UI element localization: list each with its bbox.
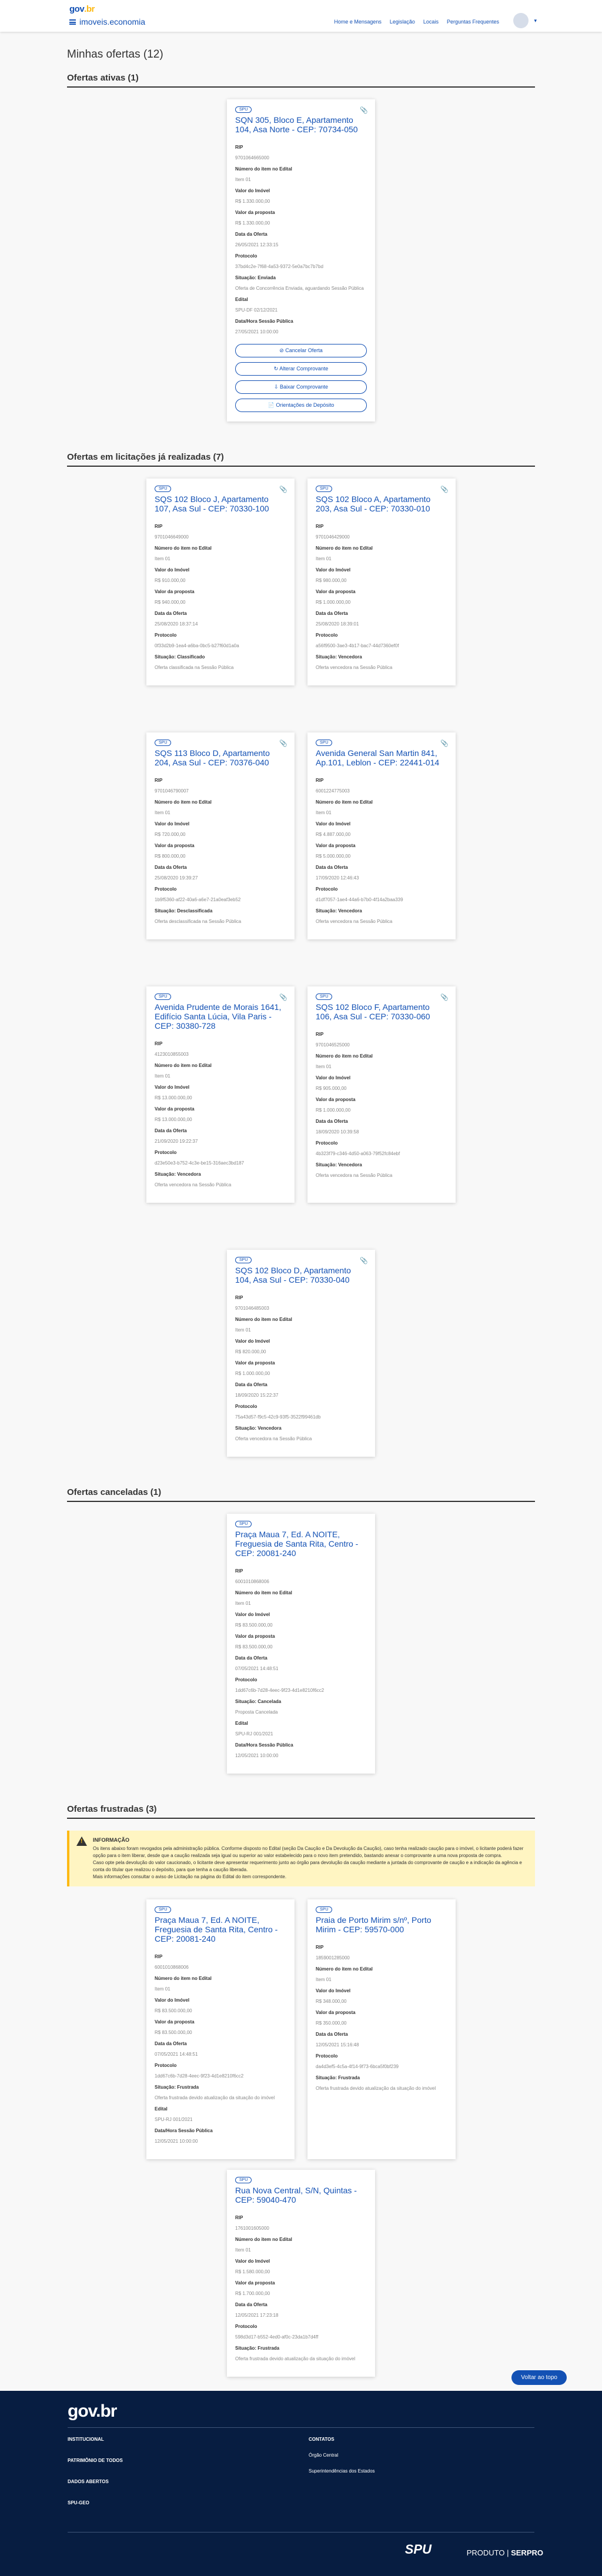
field-label: Valor do Imóvel (235, 2259, 270, 2264)
field-value: 4b323f79-c346-4d50-a063-79f52fc84ebf (316, 1151, 400, 1156)
field-value: 9701064665000 (235, 155, 269, 160)
alert-text: Os itens abaixo foram revogados pela administração pública. Conforme disposto no Edital (seção Da Caução e Da Devolução da Caução), caso tenha realizado caução para o imóvel, o licitante poderá fazer opção para o item liberar, desde que a caução realizada seja igual ou superior ao valor estabelecido para o novo item pretendido, bastando anexar o comprovante a uma nova proposta de compra. (93, 1846, 524, 1858)
field-value: 07/05/2021 14:48:51 (235, 1666, 279, 1671)
info-alert (67, 1831, 535, 1886)
attachment-icon[interactable]: 📎 (279, 486, 287, 493)
alert-text: Mais informações consultar o aviso de Licitação na página do Edital do item correspondente. (93, 1874, 287, 1879)
footer-col-1 (68, 2437, 123, 2521)
field-value: R$ 1.000.000,00 (235, 1371, 270, 1376)
section-canceladas (67, 1487, 535, 1774)
field-value: Oferta frustrada devido atualização da situação do imóvel (235, 2356, 356, 2361)
field-value: SPU-RJ 001/2021 (155, 2117, 193, 2122)
property-address[interactable]: SQN 305, Bloco E, Apartamento 104, Asa Norte - CEP: 70734-050 (235, 115, 358, 134)
section-title: Ofertas ativas (1) (67, 73, 535, 88)
field-label: Valor do Imóvel (235, 188, 270, 193)
field-value: R$ 4.887.000,00 (316, 832, 351, 837)
field-label: Valor do Imóvel (316, 567, 351, 573)
field-value: R$ 1.330.000,00 (235, 220, 270, 226)
alert-text: Caso opte pela devolução do valor caucionado, o licitante deve apresentar requerimento junto ao órgão para devolução da caução mediante a juntada do comprovante de caução e a indicação da agência e conta do titular que realizou o depósito, para que tenha a caução liberada. (93, 1860, 522, 1872)
footer-link-superintendencias[interactable]: Superintendências dos Estados (309, 2468, 375, 2474)
field-label: Valor da proposta (316, 1097, 356, 1102)
cards-grid (67, 1514, 535, 1774)
status-badge: SPU (235, 1521, 252, 1527)
field-label: Valor do Imóvel (235, 1612, 270, 1617)
field-value: Item 01 (235, 1327, 251, 1333)
field-label: Valor do Imóvel (316, 1988, 351, 1993)
field-value: 27/05/2021 10:00:00 (235, 329, 279, 334)
field-value: R$ 1.330.000,00 (235, 199, 270, 204)
field-label: Data da Oferta (155, 611, 187, 616)
button-icon: 📄 (267, 402, 275, 408)
field-label: RIP (316, 1032, 324, 1037)
field-value: Item 01 (155, 1986, 170, 1992)
download-receipt-button[interactable]: ⇩ Baixar Comprovante (235, 380, 367, 394)
field-value: SPU-RJ 001/2021 (235, 1731, 273, 1737)
field-value: 1dd67c6b-7d28-4eec-9f23-4d1e8210f6cc2 (235, 1688, 325, 1693)
field-label: Número do item no Edital (316, 1053, 373, 1059)
field-label: Protocolo (155, 633, 177, 638)
offer-card (307, 479, 456, 685)
field-value: Item 01 (316, 1064, 332, 1069)
field-value: Oferta vencedora na Sessão Pública (316, 665, 393, 670)
field-value: 1761001605000 (235, 2226, 269, 2231)
field-value: R$ 1.700.000,00 (235, 2291, 270, 2296)
field-value: R$ 980.000,00 (316, 578, 347, 583)
field-label: Protocolo (316, 2053, 338, 2059)
offer-card (227, 1514, 375, 1774)
field-label: Protocolo (155, 886, 177, 892)
field-value: R$ 83.500.000,00 (155, 2030, 192, 2035)
field-value: 0f33d2b9-1ea4-a6ba-0bc5-b27f60d1a0a (155, 643, 239, 648)
offer-card (227, 1250, 375, 1457)
alert-title: INFORMAÇÃO (93, 1837, 129, 1843)
offer-card (307, 986, 456, 1203)
field-label: Número do item no Edital (316, 799, 373, 805)
section-title: Ofertas frustradas (3) (67, 1804, 535, 1819)
field-label: RIP (316, 1945, 324, 1950)
field-value: 18/09/2020 10:39:58 (316, 1129, 359, 1135)
property-address[interactable]: Avenida General San Martin 841, Ap.101, Leblon - CEP: 22441-014 (316, 748, 440, 767)
nav-locais[interactable]: Locais (423, 19, 439, 25)
field-label: Edital (155, 2106, 168, 2112)
attachment-icon[interactable]: 📎 (440, 486, 449, 493)
section-ativas (67, 73, 535, 421)
field-label: Valor do Imóvel (235, 1339, 270, 1344)
field-value: 12/05/2021 10:00:00 (235, 1753, 279, 1758)
field-value: 6001224775003 (316, 788, 350, 794)
field-value: 9701046485003 (235, 1306, 269, 1311)
offer-card (146, 479, 295, 685)
field-value: Item 01 (155, 556, 170, 561)
field-label: Situação: Vencedora (316, 908, 362, 914)
footer-link-spugeo[interactable]: SPU-GEO (68, 2500, 89, 2505)
field-value: 75a43d57-f9c5-42c9-93f5-3522f99461db (235, 1414, 321, 1420)
field-label: Data da Oferta (155, 1128, 187, 1133)
field-label: Data da Oferta (235, 232, 267, 237)
section-title: Ofertas canceladas (1) (67, 1487, 535, 1502)
field-label: Situação: Frustrada (155, 2085, 199, 2090)
offer-card (227, 2170, 375, 2377)
field-label: Valor do Imóvel (155, 821, 190, 827)
field-label: Valor do Imóvel (155, 1998, 190, 2003)
field-value: d1df7057-1ae4-44a6-b7b0-4f14a2baa339 (316, 897, 403, 902)
field-label: Data da Oferta (155, 2041, 187, 2046)
field-label: Valor da proposta (235, 1360, 275, 1366)
field-value: 25/08/2020 18:39:01 (316, 621, 359, 627)
field-value: 21/09/2020 19:22:37 (155, 1139, 198, 1144)
property-address[interactable]: Avenida Prudente de Morais 1641, Edifício Santa Lúcia, Vila Paris - CEP: 30380-728 (155, 1002, 282, 1031)
field-label: Valor da proposta (155, 589, 195, 594)
field-value: Item 01 (155, 1073, 170, 1079)
field-label: Valor da proposta (155, 1106, 195, 1112)
section-realizadas (67, 452, 535, 1457)
field-value: 9701046525000 (316, 1042, 350, 1048)
field-label: Valor do Imóvel (316, 1075, 351, 1080)
field-label: RIP (316, 778, 324, 783)
govbr-logo[interactable]: gov.br (69, 4, 95, 14)
field-value: R$ 83.500.000,00 (155, 2008, 192, 2013)
section-title: Ofertas em licitações já realizadas (7) (67, 452, 535, 467)
property-address[interactable]: Rua Nova Central, S/N, Quintas - CEP: 59040-470 (235, 2186, 357, 2204)
field-label: Protocolo (316, 886, 338, 892)
field-label: Valor do Imóvel (155, 567, 190, 573)
chevron-down-icon[interactable]: ▾ (534, 18, 537, 24)
attachment-icon[interactable]: 📎 (360, 107, 368, 114)
field-value: Oferta vencedora na Sessão Pública (155, 1182, 232, 1187)
field-label: Data da Oferta (235, 1655, 267, 1661)
property-address[interactable]: SQS 113 Bloco D, Apartamento 204, Asa Sul - CEP: 70376-040 (155, 748, 270, 767)
property-address[interactable]: Praça Maua 7, Ed. A NOITE, Freguesia de Santa Rita, Centro - CEP: 20081-240 (155, 1915, 278, 1943)
attachment-icon[interactable]: 📎 (440, 740, 449, 747)
field-value: 9701046790007 (155, 788, 189, 794)
offer-card (146, 1899, 295, 2159)
field-label: Edital (235, 297, 248, 302)
field-label: Situação: Desclassificada (155, 908, 213, 914)
field-value: 598d3d17-b552-4ed0-af0c-23da1b7d4ff (235, 2334, 319, 2340)
status-badge: SPU (155, 486, 171, 492)
field-value: Proposta Cancelada (235, 1709, 278, 1715)
field-value: Item 01 (316, 556, 332, 561)
deposit-guidance-button[interactable]: 📄 Orientações de Depósito (235, 399, 367, 412)
field-value: R$ 1.580.000,00 (235, 2269, 270, 2274)
field-value: Oferta vencedora na Sessão Pública (316, 919, 393, 924)
field-label: Situação: Frustrada (316, 2075, 360, 2080)
attachment-icon[interactable]: 📎 (279, 740, 287, 747)
footer-link-patrimonio[interactable]: PATRIMÔNIO DE TODOS (68, 2458, 123, 2463)
field-label: Valor do Imóvel (316, 821, 351, 827)
field-value: R$ 13.000.000,00 (155, 1095, 192, 1100)
field-label: Número do item no Edital (235, 2237, 292, 2242)
offer-card (227, 99, 375, 421)
status-badge: SPU (235, 106, 252, 113)
field-value: R$ 910.000,00 (155, 578, 186, 583)
offer-card (146, 986, 295, 1203)
field-value: R$ 13.000.000,00 (155, 1117, 192, 1122)
field-label: Data/Hora Sessão Pública (235, 319, 293, 324)
field-label: RIP (155, 1954, 163, 1959)
field-value: 1859001285000 (316, 1955, 350, 1961)
field-value: R$ 1.000.000,00 (316, 600, 351, 605)
field-value: Oferta desclassificada na Sessão Pública (155, 919, 242, 924)
field-value: R$ 83.500.000,00 (235, 1644, 273, 1650)
field-value: 6001010868006 (155, 1965, 189, 1970)
footer-logo: gov.br (68, 2401, 117, 2421)
field-value: R$ 720.000,00 (155, 832, 186, 837)
field-label: Protocolo (155, 2063, 177, 2068)
field-value: 9701046649000 (155, 534, 189, 540)
cards-grid (67, 1899, 535, 2377)
footer-link-contatos[interactable]: CONTATOS (309, 2437, 335, 2442)
field-value: 07/05/2021 14:48:51 (155, 2052, 198, 2057)
cards-grid (67, 479, 535, 1457)
field-label: Valor da proposta (235, 2280, 275, 2286)
field-label: Valor da proposta (155, 843, 195, 848)
field-value: 12/05/2021 10:00:00 (155, 2139, 198, 2144)
nav-faq[interactable]: Perguntas Frequentes (446, 19, 499, 25)
field-value: 25/08/2020 19:39:27 (155, 875, 198, 881)
status-badge: SPU (155, 993, 171, 1000)
offer-card (146, 732, 295, 939)
status-badge: SPU (316, 740, 332, 746)
property-address[interactable]: SQS 102 Bloco J, Apartamento 107, Asa Sul - CEP: 70330-100 (155, 494, 269, 513)
button-icon: ⊘ (279, 347, 284, 353)
field-value: 1dd67c6b-7d28-4eec-9f23-4d1e8210f6cc2 (155, 2073, 244, 2079)
footer (0, 2391, 602, 2576)
nav-legislacao[interactable]: Legislação (389, 19, 415, 25)
field-value: 1b9f5360-af22-40a6-a6e7-21a0eaf3eb52 (155, 897, 241, 902)
field-label: Situação: Vencedora (316, 1162, 362, 1167)
serpro-logo: PRODUTO | SERPRO (466, 2548, 543, 2557)
field-label: Situação: Cancelada (235, 1699, 282, 1704)
field-label: Valor da proposta (155, 2019, 195, 2025)
change-receipt-button[interactable]: ↻ Alterar Comprovante (235, 362, 367, 376)
field-value: 17/09/2020 12:46:43 (316, 875, 359, 881)
field-value: Oferta vencedora na Sessão Pública (316, 1173, 393, 1178)
page-title: Minhas ofertas (12) (67, 48, 163, 61)
attachment-icon[interactable]: 📎 (440, 994, 449, 1001)
field-label: RIP (235, 145, 243, 150)
field-value: Item 01 (316, 1977, 332, 1982)
field-value: 18/09/2020 15:22:37 (235, 1393, 279, 1398)
field-value: R$ 820.000,00 (235, 1349, 266, 1354)
offer-card (307, 1899, 456, 2159)
field-label: Data da Oferta (316, 2032, 348, 2037)
field-label: Data da Oferta (235, 2302, 267, 2307)
field-label: Situação: Frustrada (235, 2346, 280, 2351)
field-value: Oferta classificada na Sessão Pública (155, 665, 234, 670)
field-value: Item 01 (235, 177, 251, 182)
field-value: 9701046429000 (316, 534, 350, 540)
field-label: Data/Hora Sessão Pública (235, 1742, 293, 1748)
offer-card (307, 732, 456, 939)
field-label: Número do item no Edital (316, 1966, 373, 1972)
field-label: RIP (155, 524, 163, 529)
field-label: Protocolo (155, 1150, 177, 1155)
field-label: Data da Oferta (316, 1119, 348, 1124)
status-badge: SPU (155, 1906, 171, 1913)
field-label: Data/Hora Sessão Pública (155, 2128, 213, 2133)
top-nav (334, 19, 499, 25)
field-value: 12/05/2021 17:23:18 (235, 2313, 279, 2318)
back-to-top-button[interactable]: Voltar ao topo (511, 2370, 567, 2385)
field-label: RIP (316, 524, 324, 529)
field-label: RIP (155, 1041, 163, 1046)
field-value: R$ 5.000.000,00 (316, 854, 351, 859)
footer-link-orgao[interactable]: Órgão Central (309, 2453, 339, 2458)
status-badge: SPU (316, 993, 332, 1000)
field-value: 4123010855003 (155, 1052, 189, 1057)
divider (68, 2427, 534, 2428)
field-value: Oferta vencedora na Sessão Pública (235, 1436, 312, 1441)
field-label: Número do item no Edital (155, 1063, 212, 1068)
app-name[interactable]: imoveis.economia (69, 17, 145, 26)
field-value: R$ 350.000,00 (316, 2020, 347, 2026)
field-label: Número do item no Edital (155, 546, 212, 551)
field-value: R$ 83.500.000,00 (235, 1622, 273, 1628)
field-label: Número do item no Edital (235, 1590, 292, 1595)
field-value: a56f9500-3ae3-4b17-bac7-44d7360ef0f (316, 643, 399, 648)
field-value: R$ 348.000,00 (316, 1999, 347, 2004)
field-label: Número do item no Edital (235, 166, 292, 172)
field-label: Situação: Classificado (155, 654, 205, 660)
field-label: Data da Oferta (235, 1382, 267, 1387)
field-label: Protocolo (316, 633, 338, 638)
cards-grid (67, 99, 535, 421)
field-label: Protocolo (235, 2324, 257, 2329)
field-label: Data da Oferta (155, 865, 187, 870)
field-value: d23e50e3-b752-4c3e-be15-316aec3bd187 (155, 1160, 245, 1166)
field-label: RIP (235, 2215, 243, 2220)
field-value: R$ 940.000,00 (155, 600, 186, 605)
field-value: Oferta frustrada devido atualização da situação do imóvel (155, 2095, 275, 2100)
property-address[interactable]: Praça Maua 7, Ed. A NOITE, Freguesia de Santa Rita, Centro - CEP: 20081-240 (235, 1530, 359, 1558)
menu-icon[interactable] (69, 19, 76, 25)
field-value: Item 01 (316, 810, 332, 815)
field-label: Data da Oferta (316, 865, 348, 870)
field-value: Oferta de Concorrência Enviada, aguardando Sessão Pública (235, 286, 364, 291)
field-value: 6001010868006 (235, 1579, 269, 1584)
spu-logo: SPU (404, 2542, 432, 2557)
field-label: Número do item no Edital (235, 1317, 292, 1322)
nav-home[interactable]: Home e Mensagens (334, 19, 382, 25)
field-label: Situação: Vencedora (316, 654, 362, 660)
field-value: Item 01 (235, 2247, 251, 2253)
field-label: Situação: Enviada (235, 275, 276, 280)
status-badge: SPU (316, 1906, 332, 1913)
field-label: Data da Oferta (316, 611, 348, 616)
attachment-icon[interactable]: 📎 (279, 994, 287, 1001)
main-content (67, 32, 535, 2377)
field-label: Valor da proposta (235, 1634, 275, 1639)
attachment-icon[interactable]: 📎 (360, 1257, 368, 1264)
field-label: Valor da proposta (316, 2010, 356, 2015)
field-label: Protocolo (235, 1677, 257, 1682)
field-value: R$ 800.000,00 (155, 854, 186, 859)
field-label: Protocolo (235, 1404, 257, 1409)
field-value: 12/05/2021 15:16:48 (316, 2042, 359, 2048)
cancel-offer-button[interactable]: ⊘ Cancelar Oferta (235, 344, 367, 357)
field-label: Protocolo (316, 1140, 338, 1146)
field-value: 25/08/2020 18:37:14 (155, 621, 198, 627)
field-label: RIP (235, 1568, 243, 1574)
field-value: Oferta frustrada devido atualização da situação do imóvel (316, 2086, 436, 2091)
field-value: Item 01 (155, 810, 170, 815)
field-label: Número do item no Edital (316, 546, 373, 551)
field-label: Valor da proposta (235, 210, 275, 215)
field-value: R$ 905.000,00 (316, 1086, 347, 1091)
field-value: da4d3ef5-4c5a-4f14-9f73-6bca5f0bf239 (316, 2064, 399, 2069)
status-badge: SPU (235, 2177, 252, 2183)
field-value: SPU-DF 02/12/2021 (235, 307, 278, 313)
field-value: Item 01 (235, 1601, 251, 1606)
field-value: 26/05/2021 12:33:15 (235, 242, 279, 247)
field-label: Número do item no Edital (155, 799, 212, 805)
footer-link-dados[interactable]: DADOS ABERTOS (68, 2479, 109, 2484)
property-address[interactable]: SQS 102 Bloco D, Apartamento 104, Asa Sul - CEP: 70330-040 (235, 1266, 351, 1284)
property-address[interactable]: SQS 102 Bloco A, Apartamento 203, Asa Sul - CEP: 70330-010 (316, 494, 431, 513)
avatar[interactable] (513, 13, 529, 28)
field-value: 37bd4c2e-7f68-4a53-9372-5e0a7bc7b7bd (235, 264, 323, 269)
footer-link-institucional[interactable]: INSTITUCIONAL (68, 2437, 104, 2442)
section-frustradas (67, 1804, 535, 2377)
field-label: Valor da proposta (316, 589, 356, 594)
warning-icon (76, 1836, 87, 1846)
field-value: R$ 1.000.000,00 (316, 1108, 351, 1113)
field-label: RIP (235, 1295, 243, 1300)
button-icon: ↻ (273, 366, 279, 372)
field-label: Protocolo (235, 253, 257, 259)
status-badge: SPU (155, 740, 171, 746)
property-address[interactable]: Praia de Porto Mirim s/nº, Porto Mirim - CEP: 59570-000 (316, 1915, 432, 1934)
button-icon: ⇩ (273, 384, 279, 390)
top-header (0, 0, 602, 32)
field-label: Número do item no Edital (155, 1976, 212, 1981)
field-label: Valor do Imóvel (155, 1085, 190, 1090)
field-label: Edital (235, 1721, 248, 1726)
field-label: Valor da proposta (316, 843, 356, 848)
field-label: RIP (155, 778, 163, 783)
field-label: Situação: Vencedora (155, 1172, 201, 1177)
field-label: Situação: Vencedora (235, 1426, 282, 1431)
status-badge: SPU (235, 1257, 252, 1263)
property-address[interactable]: SQS 102 Bloco F, Apartamento 106, Asa Sul - CEP: 70330-060 (316, 1002, 430, 1021)
status-badge: SPU (316, 486, 332, 492)
